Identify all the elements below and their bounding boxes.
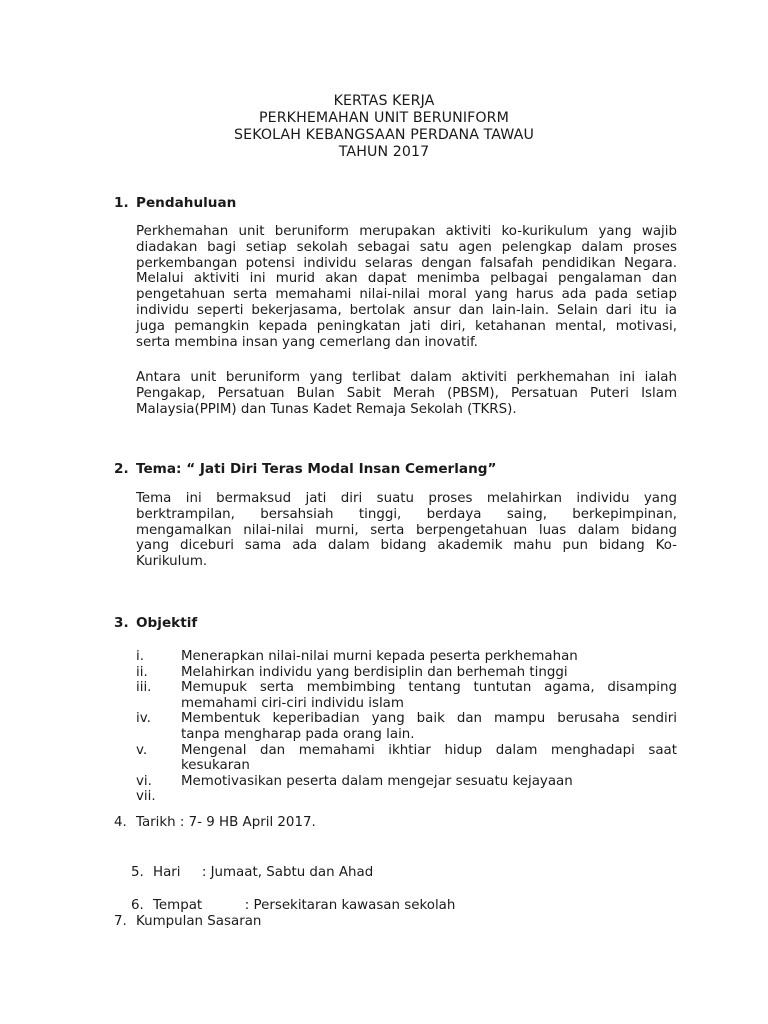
item-number: ii.	[136, 664, 148, 680]
item-text	[181, 789, 677, 805]
text-line: Antara unit beruniform yang terlibat dalam aktiviti perkhemahan ini ialah	[136, 370, 677, 385]
text-line: perkembangan potensi individu selaras dengan falsafah pendidikan Negara.	[136, 255, 677, 271]
section-text: Tarikh : 7- 9 HB April 2017.	[136, 815, 316, 830]
list-item	[136, 774, 677, 790]
section-text: Tempat : Persekitaran kawasan sekolah	[153, 898, 456, 913]
list-item	[136, 711, 677, 742]
text-line: mengamalkan nilai-nilai murni, serta berpengetahuan luas dalam bidang	[136, 522, 677, 538]
text-line: Melalui aktiviti ini murid akan dapat menimba pelbagai pengalaman dan	[136, 271, 677, 287]
title-line-3: SEKOLAH KEBANGSAAN PERDANA TAWAU	[234, 127, 534, 143]
section-number: 3.	[114, 615, 129, 631]
text-line: diadakan bagi setiap sekolah sebagai satu agen pelengkap dalam proses	[136, 239, 677, 255]
section-text: Hari : Jumaat, Sabtu dan Ahad	[153, 865, 374, 880]
text-line: Pengakap, Persatuan Bulan Sabit Merah (PBSM), Persatuan Puteri Islam	[136, 385, 677, 401]
text-line: Malaysia(PPIM) dan Tunas Kadet Remaja Sekolah (TKRS).	[136, 401, 517, 417]
section-number: 5.	[131, 865, 144, 880]
text-line: serta membina insan yang cemerlang dan inovatif.	[136, 334, 478, 350]
item-text: Melahirkan individu yang berdisiplin dan berhemah tinggi	[181, 664, 568, 680]
text-line: yang diceburi sama ada dalam bidang akademik mahu pun bidang Ko-	[136, 538, 677, 554]
document-title	[0, 93, 768, 161]
text-line: Kurikulum.	[136, 554, 208, 570]
section-number: 1.	[114, 195, 129, 211]
list-item	[136, 789, 677, 805]
section-4-date	[114, 814, 316, 831]
title-line-4: TAHUN 2017	[338, 144, 430, 160]
objective-list	[136, 649, 677, 805]
section-title: Tema: “ Jati Diri Teras Modal Insan Cemerlang”	[136, 461, 497, 477]
item-text: tanpa mengharap pada orang lain.	[181, 726, 415, 742]
item-text: Membentuk keperibadian yang baik dan mampu berusaha sendiri	[181, 711, 677, 727]
item-text: kesukaran	[181, 758, 250, 774]
section-title: Objektif	[136, 615, 198, 631]
list-item	[136, 649, 677, 665]
item-text: memahami ciri-ciri individu islam	[181, 695, 404, 711]
list-item	[136, 680, 677, 711]
list-item	[136, 665, 677, 681]
item-text: Mengenal dan memahami ikhtiar hidup dalam menghadapi saat	[181, 742, 677, 758]
title-line-1: KERTAS KERJA	[333, 93, 435, 109]
text-line: juga pemangkin kepada peningkatan jati diri, ketahanan mental, motivasi,	[136, 318, 677, 334]
item-text: Menerapkan nilai-nilai murni kepada peserta perkhemahan	[181, 649, 578, 664]
title-line-2: PERKHEMAHAN UNIT BERUNIFORM	[259, 110, 509, 126]
section-1-heading	[114, 195, 236, 212]
list-item	[136, 743, 677, 774]
section-2-paragraph	[136, 491, 677, 570]
item-number: vii.	[136, 789, 156, 805]
text-line: individu seperti bekerjasama, bertolak ansur dan lain-lain. Selain dari itu ia	[136, 302, 677, 318]
section-number: 6.	[131, 898, 144, 913]
section-3-heading	[114, 615, 197, 632]
section-number: 2.	[114, 461, 129, 477]
item-number: iii.	[136, 680, 152, 696]
text-line: Perkhemahan unit beruniform merupakan aktiviti ko-kurikulum yang wajib	[136, 224, 677, 239]
section-number: 7.	[114, 914, 127, 929]
section-text: Kumpulan Sasaran	[136, 914, 262, 929]
text-line: berktrampilan, bersahsiah tinggi, berdaya saing, berkepimpinan,	[136, 506, 677, 522]
item-number: i.	[136, 649, 144, 664]
section-7-target-group	[114, 913, 261, 930]
section-number: 4.	[114, 815, 127, 830]
item-text: Memotivasikan peserta dalam mengejar sesuatu kejayaan	[181, 773, 573, 789]
item-number: v.	[136, 742, 148, 758]
section-title: Pendahuluan	[136, 195, 237, 211]
section-1-paragraph-1	[136, 224, 677, 350]
text-line: pengetahuan serta memahami nilai-nilai moral yang harus ada pada setiap	[136, 287, 677, 303]
section-1-paragraph-2	[136, 370, 677, 417]
item-number: iv.	[136, 711, 151, 727]
item-number: vi.	[136, 773, 152, 789]
item-text: Memupuk serta membimbing tentang tuntutan agama, disamping	[181, 680, 677, 696]
section-2-heading	[114, 461, 496, 478]
text-line: Tema ini bermaksud jati diri suatu proses melahirkan individu yang	[136, 491, 677, 506]
